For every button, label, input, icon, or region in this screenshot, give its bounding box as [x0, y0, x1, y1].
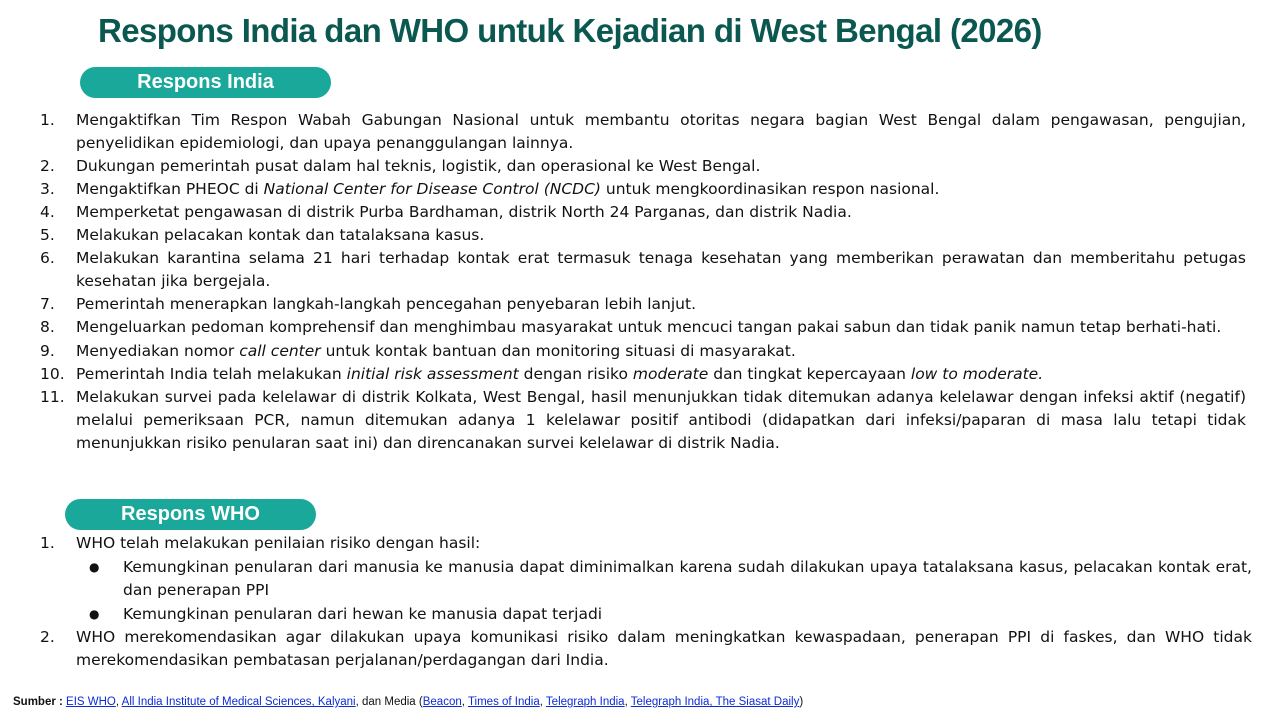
who-response-list	[40, 532, 1252, 672]
source-link-telegraph-india[interactable]: Telegraph India	[545, 696, 625, 708]
source-link-beacon[interactable]: Beacon	[422, 696, 462, 708]
list-item: 6. Melakukan karantina selama 21 hari terhadap kontak erat termasuk tenaga kesehatan yang memberikan perawatan dan memberitahu petugas kesehatan jika bergejala.	[40, 249, 1246, 290]
page-title: Respons India dan WHO untuk Kejadian di West Bengal (2026)	[98, 12, 1042, 49]
bullet-icon: ●	[89, 560, 100, 574]
list-item: 10. Pemerintah India telah melakukan initial risk assessment dengan risiko moderate dan tingkat kepercayaan low to moderate.	[40, 365, 1044, 383]
list-item: 1. Mengaktifkan Tim Respon Wabah Gabungan Nasional untuk membantu otoritas negara bagian West Bengal dalam pengawasan, pengujian, penyelidikan epidemiologi, dan upaya penanggulangan lainnya.	[40, 111, 1246, 152]
india-response-list	[40, 109, 1246, 455]
section-heading-who: Respons WHO	[65, 499, 316, 530]
source-link-times-of-india[interactable]: Times of India	[467, 696, 540, 708]
list-item: 7. Pemerintah menerapkan langkah-langkah pencegahan penyebaran lebih lanjut.	[40, 295, 696, 313]
bullet-item: ● Kemungkinan penularan dari hewan ke manusia dapat terjadi	[76, 603, 1252, 626]
list-item: 3. Mengaktifkan PHEOC di National Center for Disease Control (NCDC) untuk mengkoordinasikan respon nasional.	[40, 180, 940, 198]
bullet-item: ● Kemungkinan penularan dari manusia ke manusia dapat diminimalkan karena sudah dilakukan upaya tatalaksana kasus, pelacakan kontak erat, dan penerapan PPI	[89, 558, 1252, 599]
list-item: 2. Dukungan pemerintah pusat dalam hal teknis, logistik, dan operasional ke West Bengal.	[40, 157, 761, 175]
list-item: 2. WHO merekomendasikan agar dilakukan upaya komunikasi risiko dalam meningkatkan kewaspadaan, penerapan PPI di faskes, dan WHO tidak merekomendasikan pembatasan perjalanan/perdagangan dari India.	[40, 628, 1252, 669]
bullet-icon: ●	[89, 607, 100, 621]
list-item: 9. Menyediakan nomor call center untuk kontak bantuan dan monitoring situasi di masyarakat.	[40, 342, 796, 360]
who-bullet-list	[76, 556, 1252, 626]
list-item: 4. Memperketat pengawasan di distrik Purba Bardhaman, distrik North 24 Parganas, dan distrik Nadia.	[40, 203, 852, 221]
source-label: Sumber :	[13, 696, 63, 708]
list-item: 8. Mengeluarkan pedoman komprehensif dan menghimbau masyarakat untuk mencuci tangan pakai sabun dan tidak panik namun tetap berhati-hati.	[40, 318, 1222, 336]
source-citation: Sumber : EIS WHO, All India Institute of Medical Sciences, Kalyani, dan Media (Beacon, Times of India, Telegraph India, Telegraph India, The Siasat Daily)	[13, 696, 804, 708]
list-item: 1. WHO telah melakukan penilaian risiko dengan hasil: ● Kemungkinan penularan dari manusia ke manusia dapat diminimalkan karena sudah dilakukan upaya tatalaksana kasus, pelacakan kontak erat, dan penerapan PPI ● Kemungkinan penularan dari hewan ke manusia dapat terjadi	[40, 532, 1252, 626]
list-item: 5. Melakukan pelacakan kontak dan tatalaksana kasus.	[40, 226, 485, 244]
list-item: 11. Melakukan survei pada kelelawar di distrik Kolkata, West Bengal, hasil menunjukkan tidak ditemukan adanya kelelawar dengan infeksi aktif (negatif) melalui pemeriksaan PCR, namun ditemukan adanya 1 kelelawar positif antibodi (didapatkan dari infeksi/paparan di masa lalu tetapi tidak menunjukkan risiko penularan saat ini) dan direncanakan survei kelelawar di distrik Nadia.	[40, 388, 1246, 452]
source-link-eis-who[interactable]: EIS WHO	[66, 696, 116, 708]
source-link-telegraph-siasat[interactable]: Telegraph India, The Siasat Daily	[630, 696, 800, 708]
section-heading-india: Respons India	[80, 67, 331, 98]
source-link-aiims-kalyani[interactable]: All India Institute of Medical Sciences, Kalyani	[121, 696, 356, 708]
